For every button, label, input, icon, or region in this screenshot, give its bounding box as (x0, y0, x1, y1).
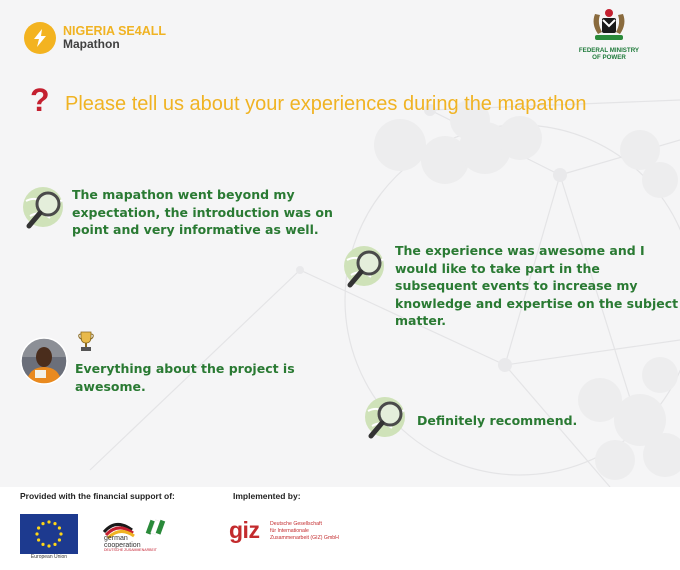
financial-support-label: Provided with the financial support of: (20, 491, 175, 501)
brand-name: NIGERIA SE4ALL (63, 23, 167, 38)
testimonial-3 (75, 360, 295, 395)
trophy-icon (78, 331, 94, 357)
testimonial-line: matter. (395, 313, 447, 328)
testimonial-line: subsequent events to increase my (395, 278, 638, 293)
testimonial-line: would like to take part in the (395, 260, 600, 276)
magnifier-map-icon (364, 396, 410, 446)
person-photo-avatar (20, 337, 68, 389)
ministry-name-line2: OF POWER (592, 54, 626, 62)
eu-flag-logo (20, 514, 78, 554)
testimonial-1 (72, 186, 333, 239)
lightning-bolt-icon (24, 22, 56, 54)
coat-of-arms-icon (589, 8, 629, 42)
gc-subtext: DEUTSCHE ZUSAMMENARBEIT (104, 548, 157, 552)
testimonial-line: Everything about the project is (75, 361, 295, 376)
question-mark-icon: ? (30, 82, 50, 118)
testimonial-line: awesome. (75, 378, 146, 394)
testimonial-line: point and very informative as well. (72, 222, 319, 237)
eu-label: European Union (30, 554, 68, 560)
testimonial-2 (395, 242, 678, 330)
giz-name (270, 521, 339, 541)
implemented-by-label: Implemented by: (233, 491, 301, 501)
se4all-logo (24, 22, 166, 54)
giz-line3: Zusammenarbeit (GIZ) GmbH (270, 534, 339, 541)
testimonial-4 (417, 412, 577, 430)
gc-line2: cooperation (104, 542, 141, 550)
magnifier-map-icon (343, 245, 389, 295)
giz-line1: Deutsche Gesellschaft (270, 521, 322, 527)
testimonial-line: The experience was awesome and I (395, 243, 645, 258)
testimonial-line: knowledge and expertise on the subject (395, 295, 679, 311)
testimonial-line: expectation, the introduction was on (72, 204, 333, 220)
giz-logo: giz (229, 517, 260, 543)
magnifier-map-icon (22, 186, 68, 236)
giz-line2: für Internationale (270, 527, 309, 534)
page-title: Please tell us about your experiences during the mapathon (65, 93, 587, 115)
federal-ministry-logo (571, 8, 647, 62)
brand-subtitle: Mapathon (63, 37, 120, 52)
testimonial-line: The mapathon went beyond my (72, 187, 295, 202)
ministry-name-line1: FEDERAL MINISTRY (578, 47, 640, 54)
testimonial-line: Definitely recommend. (417, 413, 578, 428)
gc-line1: german (104, 535, 128, 542)
